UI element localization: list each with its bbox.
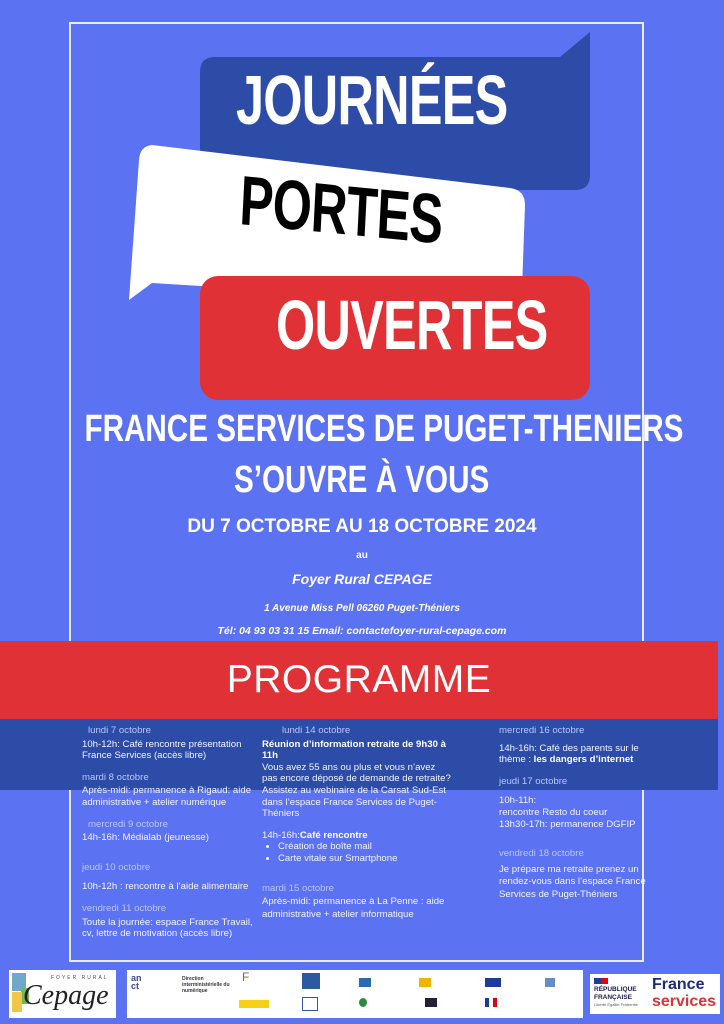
entry-day: jeudi 17 octobre [499,775,568,787]
programme-column-1 [82,725,257,950]
entry-day: mercredi 9 octobre [88,818,168,830]
entry-text: Toute la journée: espace France Travail, cv, lettre de motivation (accès libre) [82,916,253,940]
justice-logo [485,998,499,1007]
program-entry [82,903,257,940]
dinum-logo: Direction interministérielle du numérique [182,976,230,994]
entry-text: Après-midi: permanence à La Penne : aide administrative + atelier informatique [262,896,445,920]
entry-day: jeudi 10 octobre [82,861,151,873]
assurance-retraite-logo [419,978,433,987]
entry-text: 13h30-17h: permanence DGFIP [499,818,636,830]
bullet-item: • Carte vitale sur Smartphone [278,853,452,865]
entry-text: 10h-12h: Café rencontre présentation France Services (accès libre) [82,738,242,762]
program-entry [262,725,452,820]
footer-logos [0,970,724,1022]
entry-title: Café rencontre [299,829,368,841]
entry-text: Je prépare ma retraite prenez un rendez-vous dans l’espace France Services de Puget-Théniers [499,863,646,900]
partner-logos [127,970,583,1018]
program-entry [82,725,257,762]
cepage-logo: FOYER RURAL Cepage [9,970,116,1018]
programme-column-2 [262,725,452,931]
program-entry [499,776,649,830]
entry-day: mercredi 16 octobre [499,725,585,736]
entry-day: lundi 14 octobre [282,725,351,736]
au-label: au [356,550,368,561]
entry-day: lundi 7 octobre [88,725,151,736]
headline-ouvertes: OUVERTES [276,286,548,364]
france-services-logo: France services [652,976,717,1010]
program-entry [262,883,452,922]
france-titres-logo [485,978,503,987]
bullet-item: • Création de boîte mail [278,841,452,853]
assurance-maladie-logo [359,978,373,987]
contact-info: Tél: 04 93 03 31 15 Email: contactefoyer-rural-cepage.com [217,625,507,637]
entry-day: vendredi 11 octobre [82,902,167,914]
bullet-list [262,841,452,864]
msa-logo [302,997,318,1011]
programme-column-3 [499,725,649,911]
republique-francaise-france-services-logo [590,974,720,1014]
entry-highlight: les dangers d’internet [533,754,634,766]
entry-text: 14h-16h: Médialab (jeunesse) [82,832,209,844]
subtitle-line2: S’OUVRE À VOUS [234,459,490,501]
entry-day: vendredi 18 octobre [499,848,584,860]
france-travail-logo [545,978,557,987]
venue-name: Foyer Rural CEPAGE [292,571,432,587]
event-dates: DU 7 OCTOBRE AU 18 OCTOBRE 2024 [187,516,537,537]
anct-logo: an ct [131,973,142,991]
entry-text: Après-midi: permanence à Rigaud: aide administrative + atelier numérique [82,785,252,808]
headline-portes: PORTES [238,161,445,259]
marianne-flag-icon [594,978,608,984]
finances-publiques-logo: F [242,970,250,984]
venue-address: 1 Avenue Miss Pell 06260 Puget-Théniers [264,603,460,614]
entry-text: rencontre Resto du coeur [499,806,608,818]
entry-text: 10h-11h: [499,795,537,807]
program-entry [499,725,649,766]
entry-title: Réunion d’information retraite de 9h30 à 11h [262,738,446,762]
entry-time: 14h-16h: [262,829,300,841]
france-renov-logo [425,998,439,1007]
republique-francaise-logo: RÉPUBLIQUE FRANÇAISE Liberté Égalité Fraternité [594,978,638,1007]
program-entry [499,848,649,901]
program-entry [82,819,257,844]
program-entry [82,772,257,809]
entry-day: mardi 15 octobre [262,882,334,894]
headline-journees: JOURNÉES [236,61,508,139]
entry-text: 14h-16h: Café des parents sur le thème : [499,742,639,766]
subtitle-line1: FRANCE SERVICES DE PUGET-THENIERS [84,408,684,450]
caf-logo [302,973,320,989]
agirc-arrco-logo [359,998,369,1007]
programme-heading: PROGRAMME [0,641,718,719]
entry-day: mardi 8 octobre [82,771,149,783]
la-poste-logo [239,1000,269,1008]
program-entry [82,862,257,893]
entry-text: Vous avez 55 ans ou plus et vous n’avez pas encore déposé de demande de retraite? Assistez au webinaire de la Carsat Sud-Est dans l’espace France Services de Puget-Théniers [262,761,451,820]
program-entry [262,830,452,865]
entry-text: 10h-12h : rencontre à l’aide alimentaire [82,881,249,893]
